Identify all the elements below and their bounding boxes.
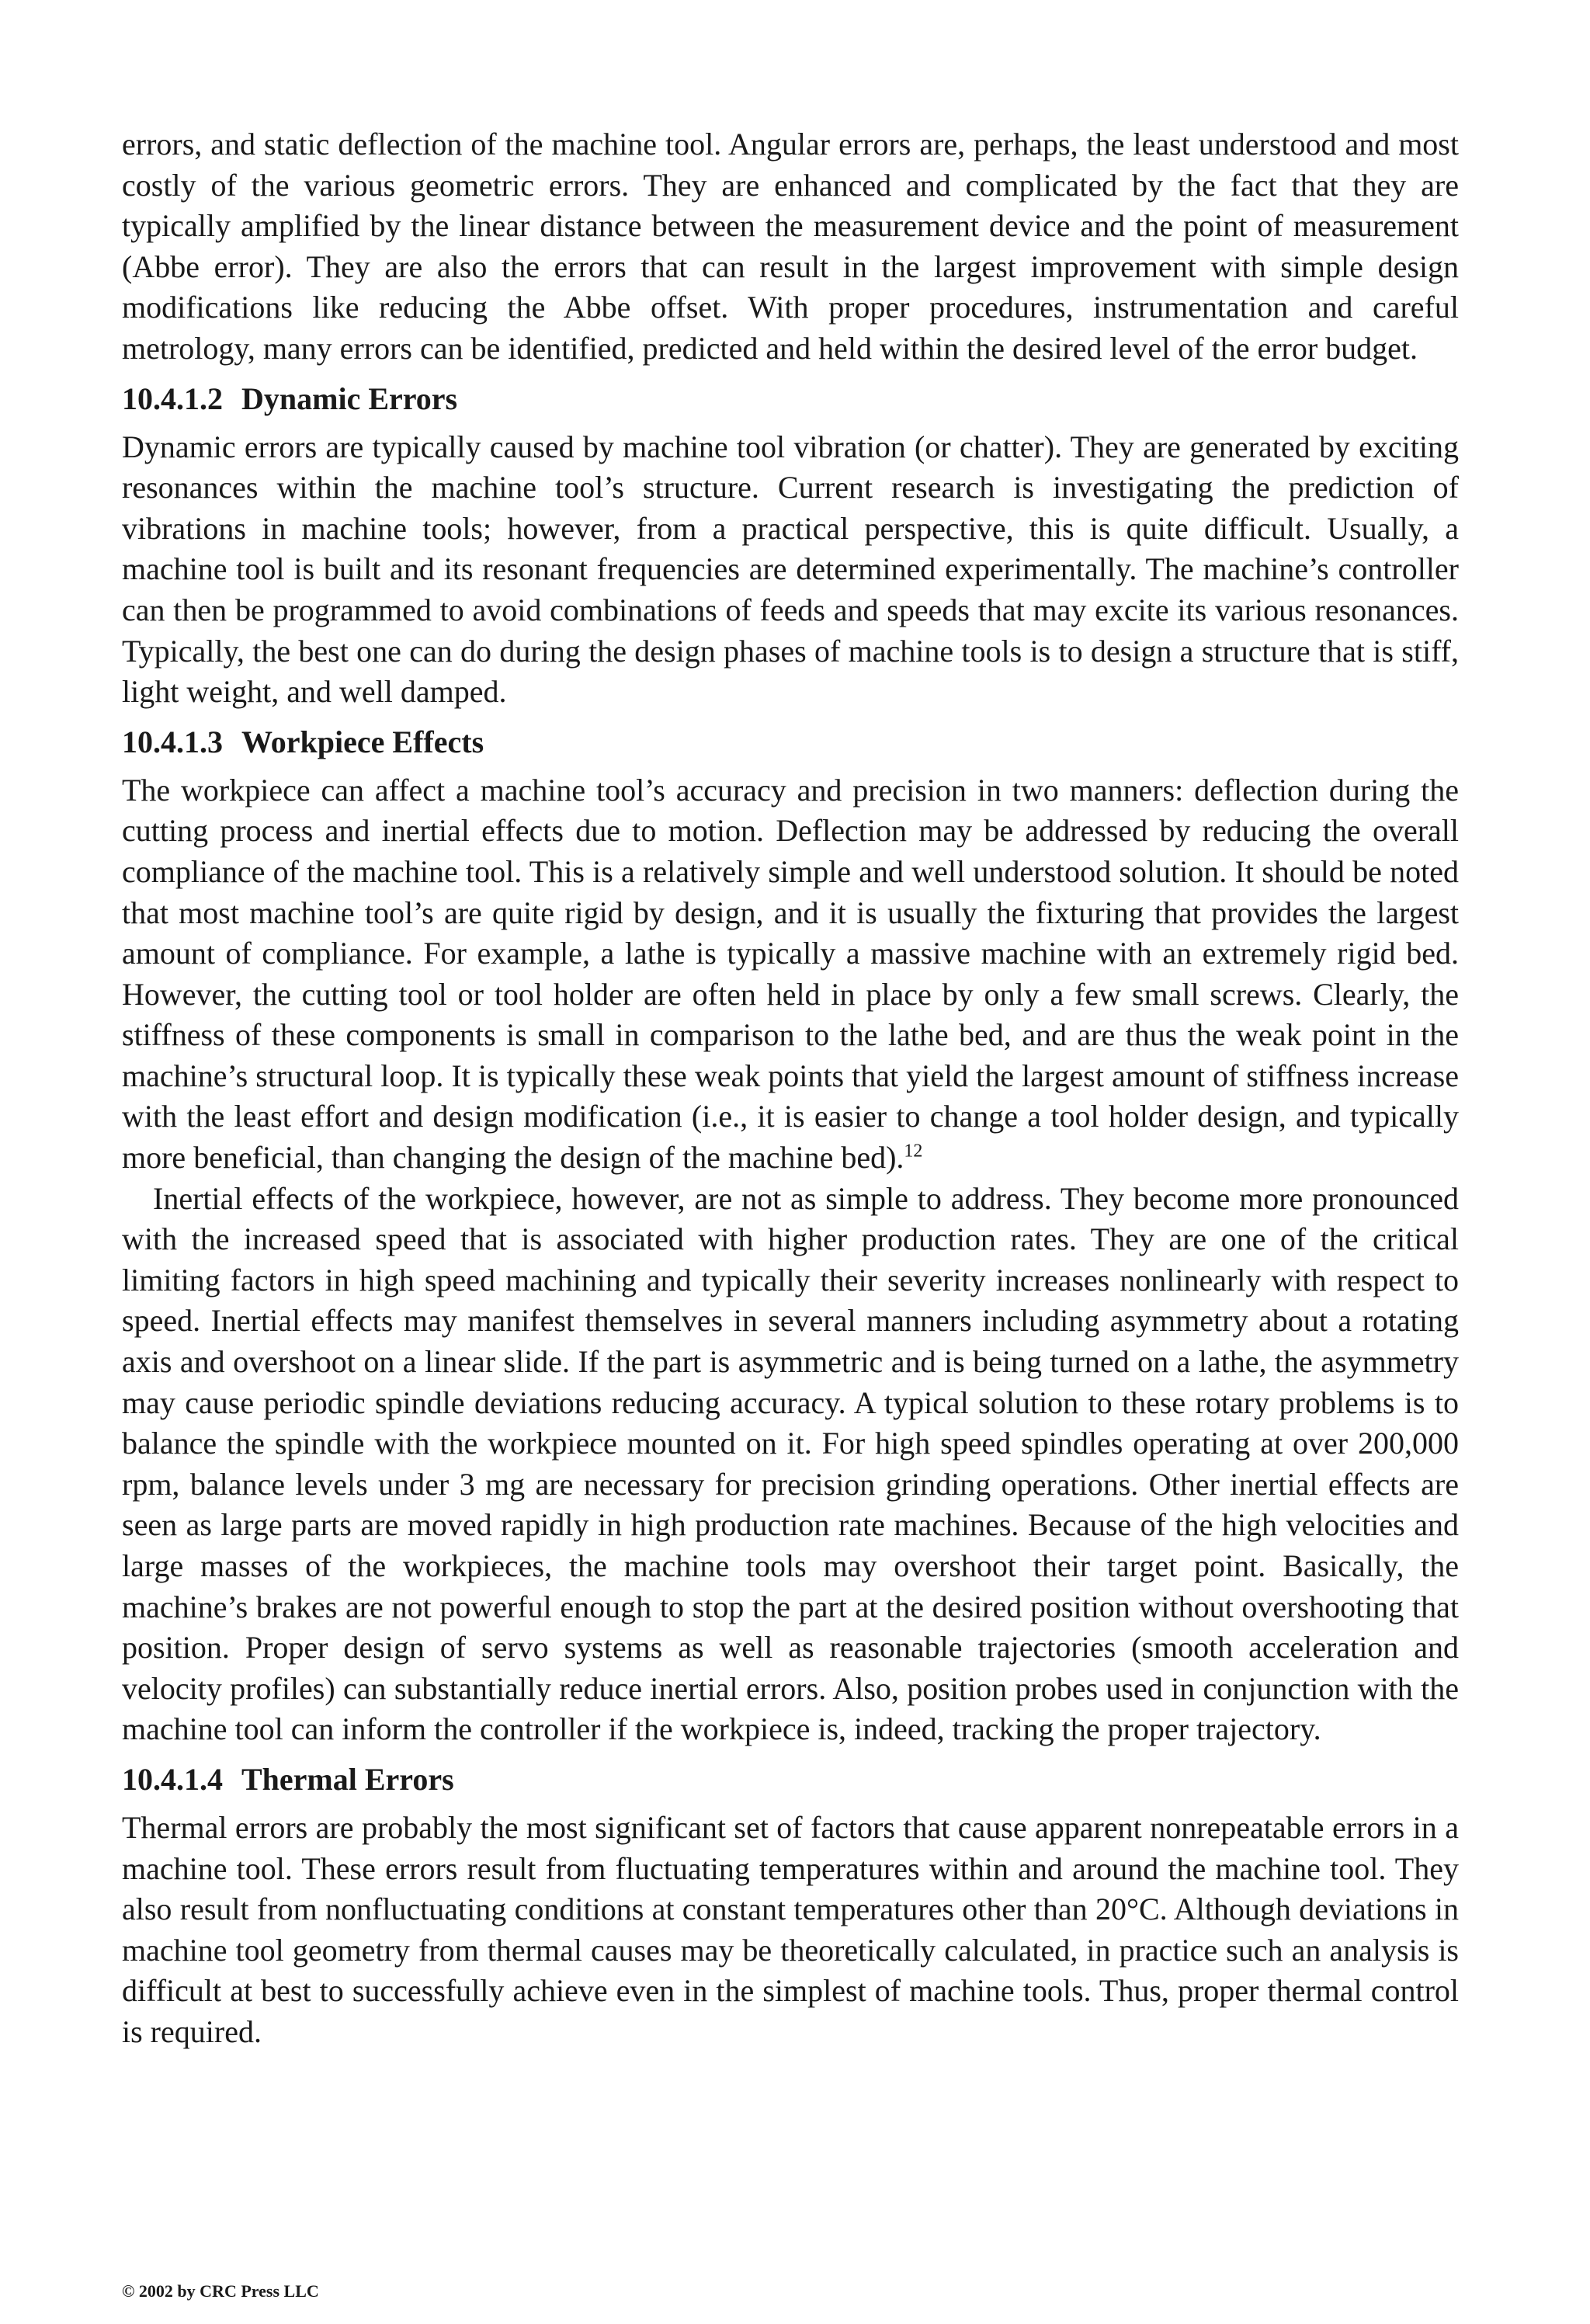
- section-heading-workpiece-effects: [122, 722, 1459, 763]
- section-heading-dynamic-errors: [122, 379, 1459, 419]
- paragraph-dynamic-errors: Dynamic errors are typically caused by machine tool vibration (or chatter). They are generated by exciting resonances within the machine tool’s structure. Current research is investigating the prediction of vibrations in machine tools; however, from a practical perspective, this is quite difficult. Usually, a machine tool is built and its resonant frequencies are determined experimentally. The machine’s controller can then be programmed to avoid combinations of feeds and speeds that may excite its various resonances. Typically, the best one can do during the design phases of machine tools is to design a structure that is stiff, light weight, and well damped.: [122, 429, 1459, 710]
- paragraph-intro: errors, and static deflection of the machine tool. Angular errors are, perhaps, the least understood and most costly of the various geometric errors. They are enhanced and complicated by the fact that they are typically amplified by the linear distance between the measurement device and the point of measurement (Abbe error). They are also the errors that can result in the largest improvement with simple design modifications like reducing the Abbe offset. With proper procedures, instrumentation and careful metrology, many errors can be identified, predicted and held within the desired level of the error budget.: [122, 127, 1459, 366]
- section-number: 10.4.1.2: [122, 380, 223, 416]
- copyright-footer: © 2002 by CRC Press LLC: [122, 2281, 319, 2301]
- page-content: [122, 124, 1459, 2053]
- section-heading-thermal-errors: [122, 1760, 1459, 1800]
- section-number: 10.4.1.4: [122, 1761, 223, 1797]
- section-title: Dynamic Errors: [241, 380, 458, 416]
- section-title: Thermal Errors: [241, 1761, 454, 1797]
- paragraph-thermal-errors: Thermal errors are probably the most significant set of factors that cause apparent nonrepeatable errors in a machine tool. These errors result from fluctuating temperatures within and around the machine tool. They also result from nonfluctuating conditions at constant temperatures other than 20°C. Although deviations in machine tool geometry from thermal causes may be theoretically calculated, in practice such an analysis is difficult at best to successfully achieve even in the simplest of machine tools. Thus, proper thermal control is required.: [122, 1809, 1459, 2049]
- footnote-reference: 12: [904, 1141, 923, 1162]
- paragraph-workpiece-inertial: Inertial effects of the workpiece, however, are not as simple to address. They become more pronounced with the increased speed that is associated with higher production rates. They are one of the critical limiting factors in high speed machining and typically their severity increases nonlinearly with respect to speed. Inertial effects may manifest themselves in several manners including asymmetry about a rotating axis and overshoot on a linear slide. If the part is asymmetric and is being turned on a lathe, the asymmetry may cause periodic spindle deviations reducing accuracy. A typical solution to these rotary problems is to balance the spindle with the workpiece mounted on it. For high speed spindles operating at over 200,000 rpm, balance levels under 3 mg are necessary for precision grinding operations. Other inertial effects are seen as large parts are moved rapidly in high production rate machines. Because of the high velocities and large masses of the workpieces, the machine tools may overshoot their target point. Basically, the machine’s brakes are not powerful enough to stop the part at the desired position without overshooting that position. Proper design of servo systems as well as reasonable trajectories (smooth acceleration and velocity profiles) can substantially reduce inertial errors. Also, position probes used in conjunction with the machine tool can inform the controller if the workpiece is, indeed, tracking the proper trajectory.: [122, 1180, 1459, 1747]
- section-number: 10.4.1.3: [122, 724, 223, 759]
- section-title: Workpiece Effects: [241, 724, 484, 759]
- paragraph-text: The workpiece can affect a machine tool’s accuracy and precision in two manners: deflection during the cutting process and inertial effects due to motion. Deflection may be addressed by reducing the overall compliance of the machine tool. This is a relatively simple and well understood solution. It should be noted that most machine tool’s are quite rigid by design, and it is usually the fixturing that provides the largest amount of compliance. For example, a lathe is typically a massive machine with an extremely rigid bed. However, the cutting tool or tool holder are often held in place by only a few small screws. Clearly, the stiffness of these components is small in comparison to the lathe bed, and are thus the weak point in the machine’s structural loop. It is typically these weak points that yield the largest amount of stiffness increase with the least effort and design modification (i.e., it is easier to change a tool holder design, and typically more beneficial, than changing the design of the machine bed).: [122, 772, 1459, 1176]
- paragraph-workpiece-deflection: [122, 770, 1459, 1179]
